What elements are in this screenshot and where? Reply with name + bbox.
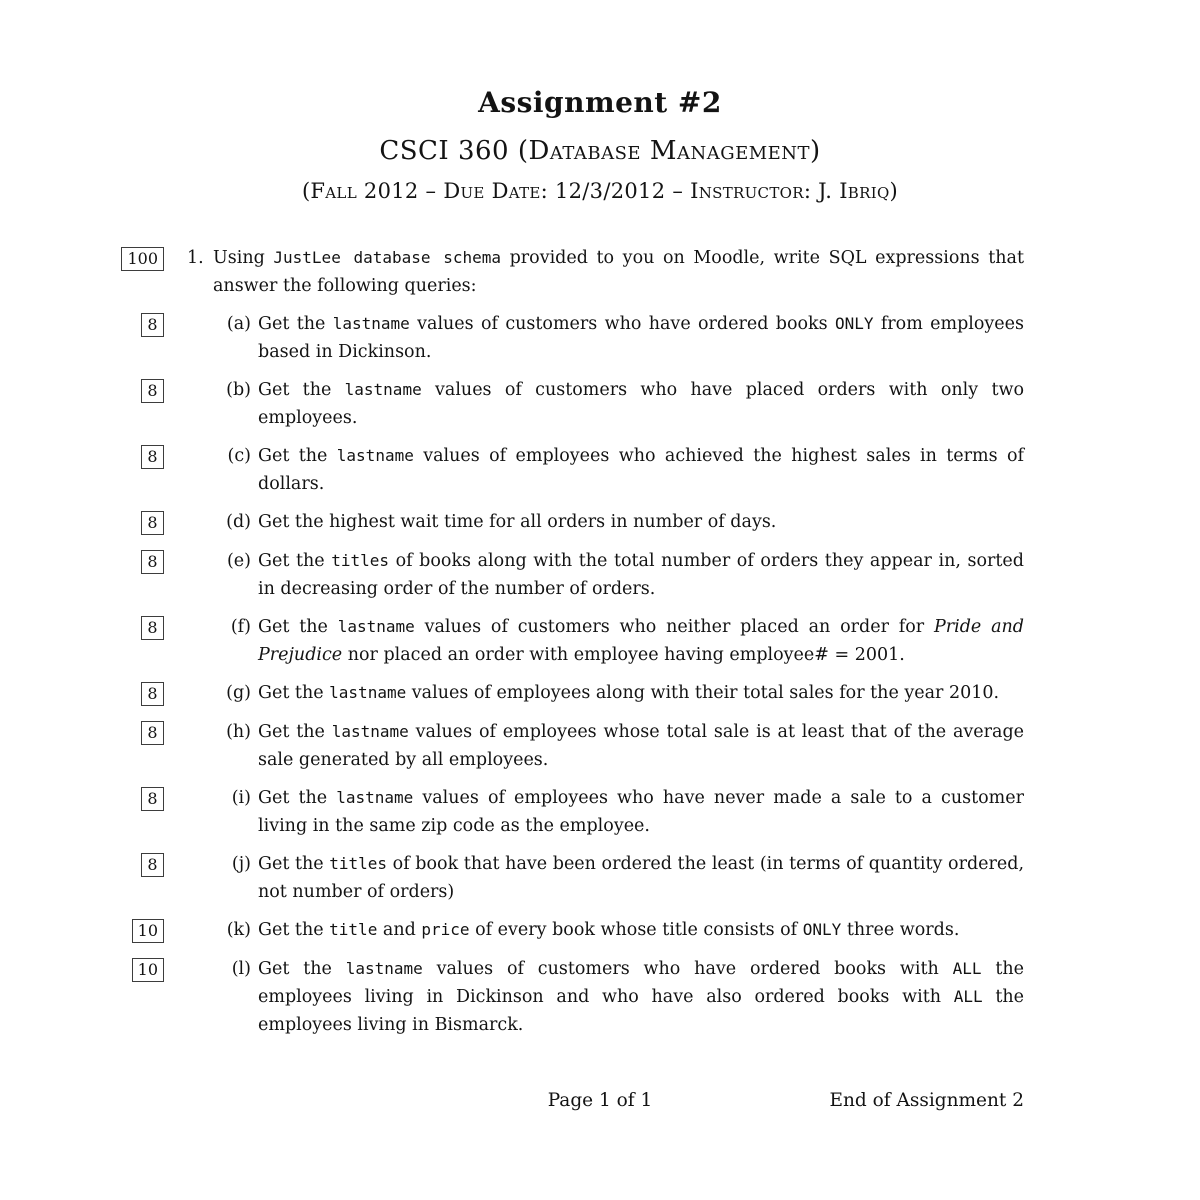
question-item xyxy=(100,310,1024,366)
points-box: 8 xyxy=(141,379,164,403)
question-item xyxy=(100,850,1024,906)
item-label: (c) xyxy=(227,446,251,466)
question-item xyxy=(100,244,1024,300)
item-label: (d) xyxy=(226,512,251,532)
item-label: (b) xyxy=(226,380,251,400)
code-term: ALL xyxy=(952,959,982,978)
item-label: (g) xyxy=(226,683,251,703)
code-term: ALL xyxy=(953,987,983,1006)
code-term: lastname xyxy=(336,446,414,465)
code-term: lastname xyxy=(329,683,407,702)
item-text: Get the titles of books along with the total number of orders they appear in, sorted in decreasing order of the number of orders. xyxy=(258,551,1024,599)
code-term: lastname xyxy=(336,788,414,807)
item-label: (e) xyxy=(226,551,251,571)
question-item xyxy=(100,679,1024,708)
points-column xyxy=(100,613,164,642)
course-meta-line: (Fall 2012 – Due Date: 12/3/2012 – Instructor: J. Ibriq) xyxy=(301,179,899,203)
points-column xyxy=(100,718,164,747)
item-text: Get the lastname values of customers who have ordered books with ALL the employees living in Dickinson and who have also ordered books with ALL the employees living in Bismarck. xyxy=(258,959,1024,1035)
item-label: (h) xyxy=(226,722,251,742)
code-term: lastname xyxy=(345,959,423,978)
points-column xyxy=(100,955,164,984)
points-box: 8 xyxy=(141,313,164,337)
points-column xyxy=(100,310,164,339)
code-term: title xyxy=(329,920,378,939)
end-of-assignment-note: End of Assignment 2 xyxy=(829,1090,1024,1111)
question-item xyxy=(100,442,1024,498)
question-list xyxy=(100,244,1024,1039)
points-column xyxy=(100,850,164,879)
item-text: Using JustLee database schema provided to you on Moodle, write SQL expressions that answer the following queries: xyxy=(213,248,1024,296)
points-column xyxy=(100,547,164,576)
points-box: 8 xyxy=(141,787,164,811)
document-header xyxy=(0,0,1200,203)
item-text: Get the titles of book that have been ordered the least (in terms of quantity ordered, not number of orders) xyxy=(258,854,1025,902)
item-label: (l) xyxy=(231,959,251,979)
question-item xyxy=(100,916,1024,945)
item-text: Get the lastname values of employees who have never made a sale to a customer living in the same zip code as the employee. xyxy=(258,788,1024,836)
question-item xyxy=(100,718,1024,774)
points-box: 10 xyxy=(132,919,164,943)
italic-term: Pride and Prejudice xyxy=(258,617,1025,665)
question-item xyxy=(100,955,1024,1039)
points-box: 10 xyxy=(132,958,164,982)
item-text: Get the title and price of every book whose title consists of ONLY three words. xyxy=(258,920,960,940)
points-column xyxy=(100,376,164,405)
code-term: price xyxy=(421,920,470,939)
item-label: (k) xyxy=(226,920,251,940)
page-number: Page 1 of 1 xyxy=(547,1090,653,1111)
question-item xyxy=(100,376,1024,432)
question-item xyxy=(100,613,1024,669)
code-term: lastname xyxy=(344,380,422,399)
document-footer xyxy=(0,1090,1200,1120)
item-text: Get the highest wait time for all orders in number of days. xyxy=(258,512,777,532)
assignment-title: Assignment #2 xyxy=(478,86,722,119)
points-box: 8 xyxy=(141,682,164,706)
question-item xyxy=(100,547,1024,603)
item-label: (a) xyxy=(226,314,251,334)
code-term: lastname xyxy=(332,314,410,333)
item-text: Get the lastname values of employees along with their total sales for the year 2010. xyxy=(258,683,1000,703)
points-box: 8 xyxy=(141,511,164,535)
points-column xyxy=(100,679,164,708)
points-column xyxy=(100,244,164,273)
item-text: Get the lastname values of customers who neither placed an order for Pride and Prejudice nor placed an order with employee having employee# = 2001. xyxy=(258,617,1025,665)
points-box: 8 xyxy=(141,721,164,745)
code-term: JustLee database schema xyxy=(273,248,501,267)
points-box: 8 xyxy=(141,616,164,640)
code-term: titles xyxy=(329,854,388,873)
points-box: 8 xyxy=(141,445,164,469)
item-text: Get the lastname values of customers who have placed orders with only two employees. xyxy=(258,380,1025,428)
code-term: titles xyxy=(331,551,389,570)
points-column xyxy=(100,442,164,471)
item-label: (f) xyxy=(230,617,251,637)
code-term: lastname xyxy=(331,722,409,741)
points-column xyxy=(100,784,164,813)
item-text: Get the lastname values of customers who have ordered books ONLY from employees based in Dickinson. xyxy=(258,314,1025,362)
points-box: 100 xyxy=(121,247,164,271)
points-column xyxy=(100,916,164,945)
points-box: 8 xyxy=(141,853,164,877)
item-label: 1. xyxy=(187,248,204,268)
code-term: ONLY xyxy=(802,920,842,939)
item-label: (j) xyxy=(231,854,251,874)
item-label: (i) xyxy=(231,788,251,808)
points-column xyxy=(100,508,164,537)
course-title: CSCI 360 (Database Management) xyxy=(379,136,821,166)
item-text: Get the lastname values of employees whose total sale is at least that of the average sale generated by all employees. xyxy=(258,722,1025,770)
item-text: Get the lastname values of employees who achieved the highest sales in terms of dollars. xyxy=(258,446,1024,494)
points-box: 8 xyxy=(141,550,164,574)
code-term: ONLY xyxy=(834,314,874,333)
question-item xyxy=(100,508,1024,537)
question-item xyxy=(100,784,1024,840)
code-term: lastname xyxy=(337,617,415,636)
